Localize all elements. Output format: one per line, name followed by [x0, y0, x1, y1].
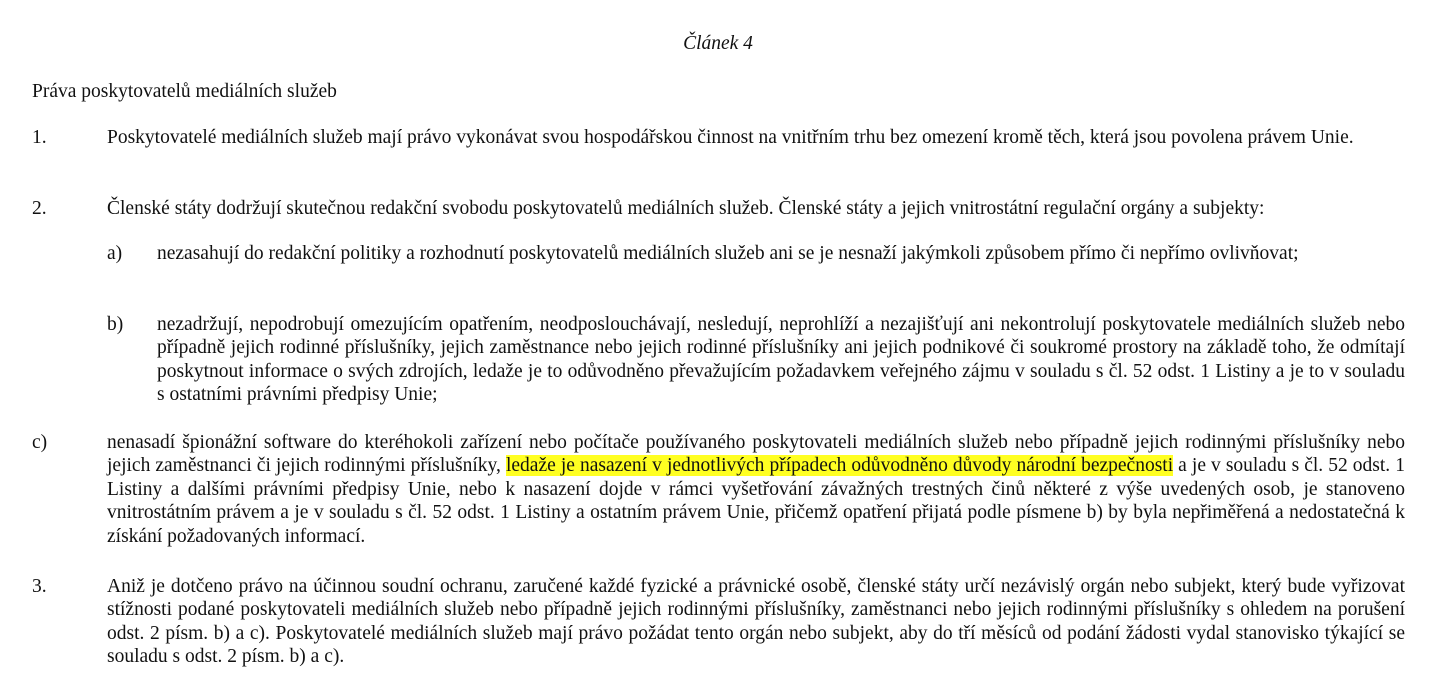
paragraph-number: 1. — [32, 127, 47, 148]
section-heading: Práva poskytovatelů mediálních služeb — [32, 81, 337, 102]
text-after-highlight: a je v souladu s čl. 52 odst. 1 Listiny a dalšími právními předpisy Unie, nebo k nasazení dojde v rámci vyšetřování závažných trestných činů některé z výše uvedených osob, je stanoveno vnitrostátním právem a je v souladu s čl. 52 odst. 1 Listiny a ostatním právem Unie, přičemž opatření přijatá podle písmene b) by byla nepřiměřená a nedostatečná k získání požadovaných informací. — [107, 455, 1405, 547]
text-before-highlight: nenasadí špionážní software do kteréhokoli zařízení nebo počítače používaného poskytovateli mediálních služeb nebo případně jejich rodinnými příslušníky nebo jejich zaměstnanci či jejich rodinnými příslušníky, — [107, 432, 1405, 477]
article-title: Článek 4 — [683, 33, 753, 54]
subparagraph-text: nezadržují, nepodrobují omezujícím opatřením, neodposlouchávají, nesledují, neprohlíží a nezajišťují ani nekontrolují poskytovatele mediálních služeb nebo případně jejich rodinné příslušníky, jejich zaměstnance nebo jejich rodinné příslušníky ani jejich podnikové či soukromé prostory na základě toho, že odmítají poskytnout informace o svých zdrojích, ledaže je to odůvodněno převažujícím požadavkem veřejného zájmu v souladu s čl. 52 odst. 1 Listiny a je to v souladu s ostatními právními předpisy Unie; — [157, 314, 1405, 406]
paragraph-number: 3. — [32, 576, 47, 597]
subparagraph-text: nezasahují do redakční politiky a rozhodnutí poskytovatelů mediálních služeb ani se je nesnaží jakýmkoli způsobem přímo či nepřímo ovlivňovat; — [157, 243, 1299, 264]
subparagraph-text — [107, 431, 1405, 548]
highlighted-text: ledaže je nasazení v jednotlivých případech odůvodněno důvody národní bezpečnosti — [505, 455, 1174, 477]
subparagraph-letter: b) — [107, 314, 124, 335]
subparagraph-letter: c) — [32, 432, 48, 453]
subparagraph-letter: a) — [107, 243, 123, 264]
paragraph-text: Členské státy dodržují skutečnou redakční svobodu poskytovatelů mediálních služeb. Členské státy a jejich vnitrostátní regulační orgány a subjekty: — [107, 198, 1265, 219]
paragraph-text: Aniž je dotčeno právo na účinnou soudní ochranu, zaručené každé fyzické a právnické osobě, členské státy určí nezávislý orgán nebo subjekt, který bude vyřizovat stížnosti podané poskytovateli mediálních služeb nebo případně jejich rodinnými příslušníky, zaměstnanci nebo jejich rodinnými příslušníky s ohledem na porušení odst. 2 písm. b) a c). Poskytovatelé mediálních služeb mají právo požádat tento orgán nebo subjekt, aby do tří měsíců od podání žádosti vydal stanovisko týkající se souladu s odst. 2 písm. b) a c). — [107, 576, 1405, 668]
paragraph-number: 2. — [32, 198, 47, 219]
paragraph-text: Poskytovatelé mediálních služeb mají právo vykonávat svou hospodářskou činnost na vnitřním trhu bez omezení kromě těch, která jsou povolena právem Unie. — [107, 127, 1354, 148]
